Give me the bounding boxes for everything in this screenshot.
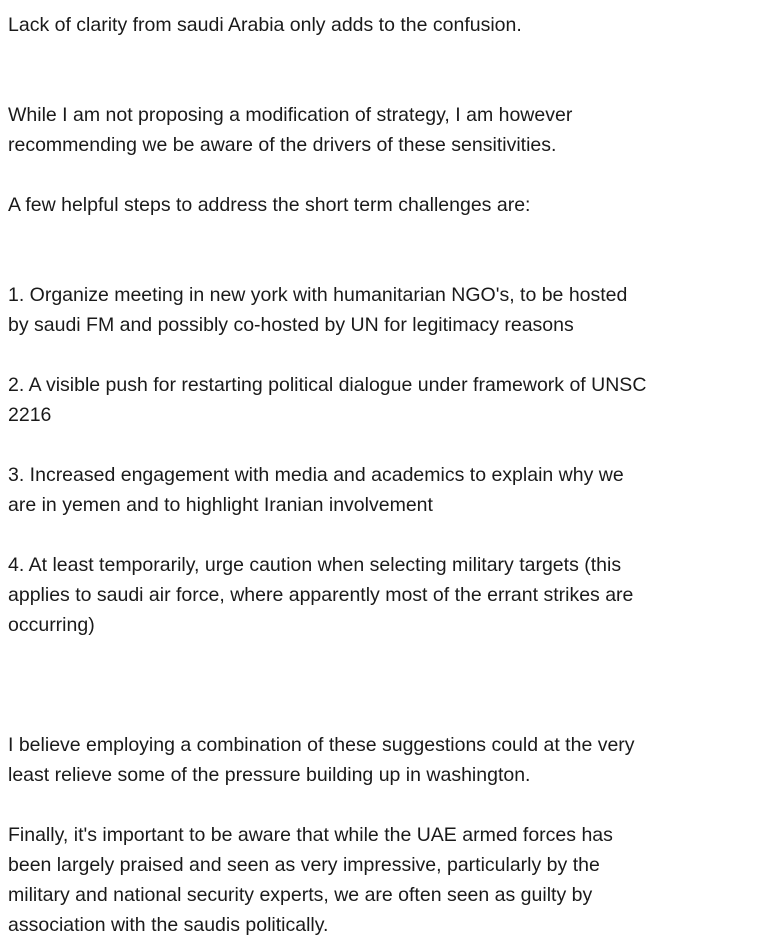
text-line: 2216	[8, 404, 52, 426]
text-line: 1. Organize meeting in new york with humanitarian NGO's, to be hosted	[8, 284, 628, 306]
text-line: military and national security experts, we are often seen as guilty by	[8, 884, 593, 906]
text-line: Lack of clarity from saudi Arabia only adds to the confusion.	[8, 14, 522, 36]
text-line: 2. A visible push for restarting political dialogue under framework of UNSC	[8, 374, 647, 396]
text-line: While I am not proposing a modification of strategy, I am however	[8, 104, 573, 126]
text-line: applies to saudi air force, where apparently most of the errant strikes are	[8, 584, 634, 606]
text-line: are in yemen and to highlight Iranian involvement	[8, 494, 433, 516]
text-line: A few helpful steps to address the short term challenges are:	[8, 194, 531, 216]
text-line: I believe employing a combination of these suggestions could at the very	[8, 734, 635, 756]
text-line: 4. At least temporarily, urge caution when selecting military targets (this	[8, 554, 622, 576]
text-line: association with the saudis politically.	[8, 914, 329, 936]
text-line: 3. Increased engagement with media and academics to explain why we	[8, 464, 624, 486]
text-line: been largely praised and seen as very impressive, particularly by the	[8, 854, 600, 876]
text-line: Finally, it's important to be aware that while the UAE armed forces has	[8, 824, 613, 846]
text-line: least relieve some of the pressure building up in washington.	[8, 764, 531, 786]
text-line: occurring)	[8, 614, 95, 636]
text-line: recommending we be aware of the drivers of these sensitivities.	[8, 134, 557, 156]
text-line: by saudi FM and possibly co-hosted by UN for legitimacy reasons	[8, 314, 574, 336]
